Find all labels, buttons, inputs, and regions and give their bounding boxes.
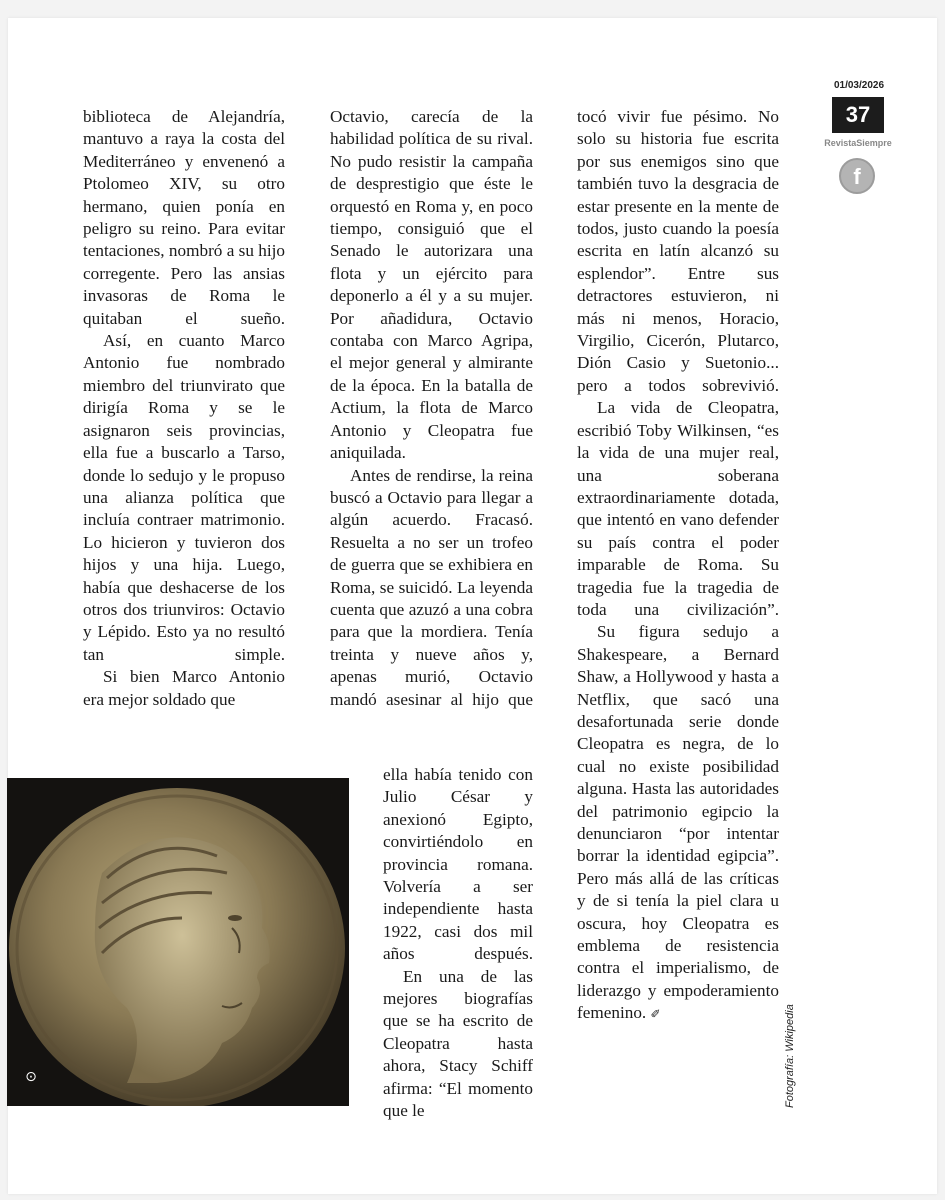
cleopatra-coin-photo[interactable] <box>7 778 349 1106</box>
page-number: 37 <box>832 97 884 133</box>
brand-name: RevistaSiempre <box>824 138 892 148</box>
end-mark-icon: ✐ <box>650 1007 661 1022</box>
paragraph <box>577 621 779 1025</box>
paragraph: Si bien Marco Antonio era mejor soldado que <box>83 667 285 709</box>
article-column-3 <box>577 106 779 1026</box>
facebook-icon[interactable]: f <box>839 158 875 194</box>
paragraph: La vida de Cleopatra, escribió Toby Wilkinsen, “es la vida de una mujer real, una soberana extraordinariamente dotada, que intentó en vano defender su país contra el poder imparable de Roma. Su tragedia fue la tragedia de toda una civilización”. <box>577 398 779 619</box>
article-column-2-bottom <box>383 764 533 1123</box>
photo-credit: Fotografía: Wikipedia <box>784 1004 796 1108</box>
paragraph: tocó vivir fue pésimo. No solo su historia fue escrita por sus enemigos sino que también tuvo la desgracia de estar presente en la mente de todos, justo cuando la poesía escrita en latín alcanzó su esplendor”. Entre sus detractores estuvieron, ni más ni menos, Horacio, Virgilio, Cicerón, Plutarco, Dión Casio y Suetonio... pero a todos sobrevivió. <box>577 107 779 395</box>
paragraph: Antes de rendirse, la reina buscó a Octavio para llegar a algún acuerdo. Fracasó. Resuelta a no ser un trofeo de guerra que se exhibiera en Roma, se suicidó. La leyenda cuenta que azuzó a una cobra para que la mordiera. Tenía treinta y nueve años y, apenas murió, Octavio mandó asesinar al hijo que <box>330 465 533 709</box>
paragraph: Octavio, carecía de la habilidad política de su rival. No pudo resistir la campaña de desprestigio que éste le orquestó en Roma y, en poco tiempo, consiguió que el Senado le autorizara una flota y un ejército para deponerlo a él y a su mujer. Por añadidura, Octavio contaba con Marco Agripa, el mejor general y almirante de la época. En la batalla de Actium, la flota de Marco Antonio y Cleopatra fue aniquilada. <box>330 107 533 463</box>
issue-date: 01/03/2026 <box>833 80 885 91</box>
paragraph: Así, en cuanto Marco Antonio fue nombrado miembro del triunvirato que dirigía Roma y se le asignaron seis provincias, ella fue a buscarlo a Tarso, donde lo sedujo y le propuso una alianza política que incluía contraer matrimonio. Lo hicieron y tuvieron dos hijos y una hija. Luego, había que deshacerse de los otros dos triunviros: Octavio y Lépido. Esto ya no resultó tan simple. <box>83 331 285 664</box>
paragraph-text: Su figura sedujo a Shakespeare, a Bernard Shaw, a Hollywood y hasta a Netflix, que sacó una desafortunada serie donde Cleopatra es negra, de lo cual no existe posibilidad alguna. Hasta las autoridades del patrimonio egipcio la denunciaron “por intentar borrar la identidad egipcia”. Pero más allá de las críticas y de si tenía la piel clara u oscura, hoy Cleopatra es emblema de resistencia contra el imperialismo, de liderazgo y empoderamiento femenino. <box>577 622 779 1023</box>
paragraph: ella había tenido con Julio César y anexionó Egipto, convirtiéndolo en provincia romana. Volvería a ser independiente hasta 1922, casi dos mil años después. <box>383 765 533 964</box>
coin-illustration <box>7 778 349 1106</box>
article-column-1 <box>83 106 285 711</box>
paragraph: biblioteca de Alejandría, mantuvo a raya la costa del Mediterráneo y envenenó a Ptolomeo XIV, su otro hermano, quien ponía en peligro su reino. Para evitar tentaciones, nombró a su hijo corregente. Pero las ansias invasoras de Roma le quitaban el sueño. <box>83 107 285 328</box>
paragraph: En una de las mejores biografías que se ha escrito de Cleopatra hasta ahora, Stacy Schiff afirma: “El momento que le <box>383 966 533 1121</box>
article-column-2-top <box>330 106 533 711</box>
lens-icon[interactable]: ⊙ <box>25 1069 37 1085</box>
